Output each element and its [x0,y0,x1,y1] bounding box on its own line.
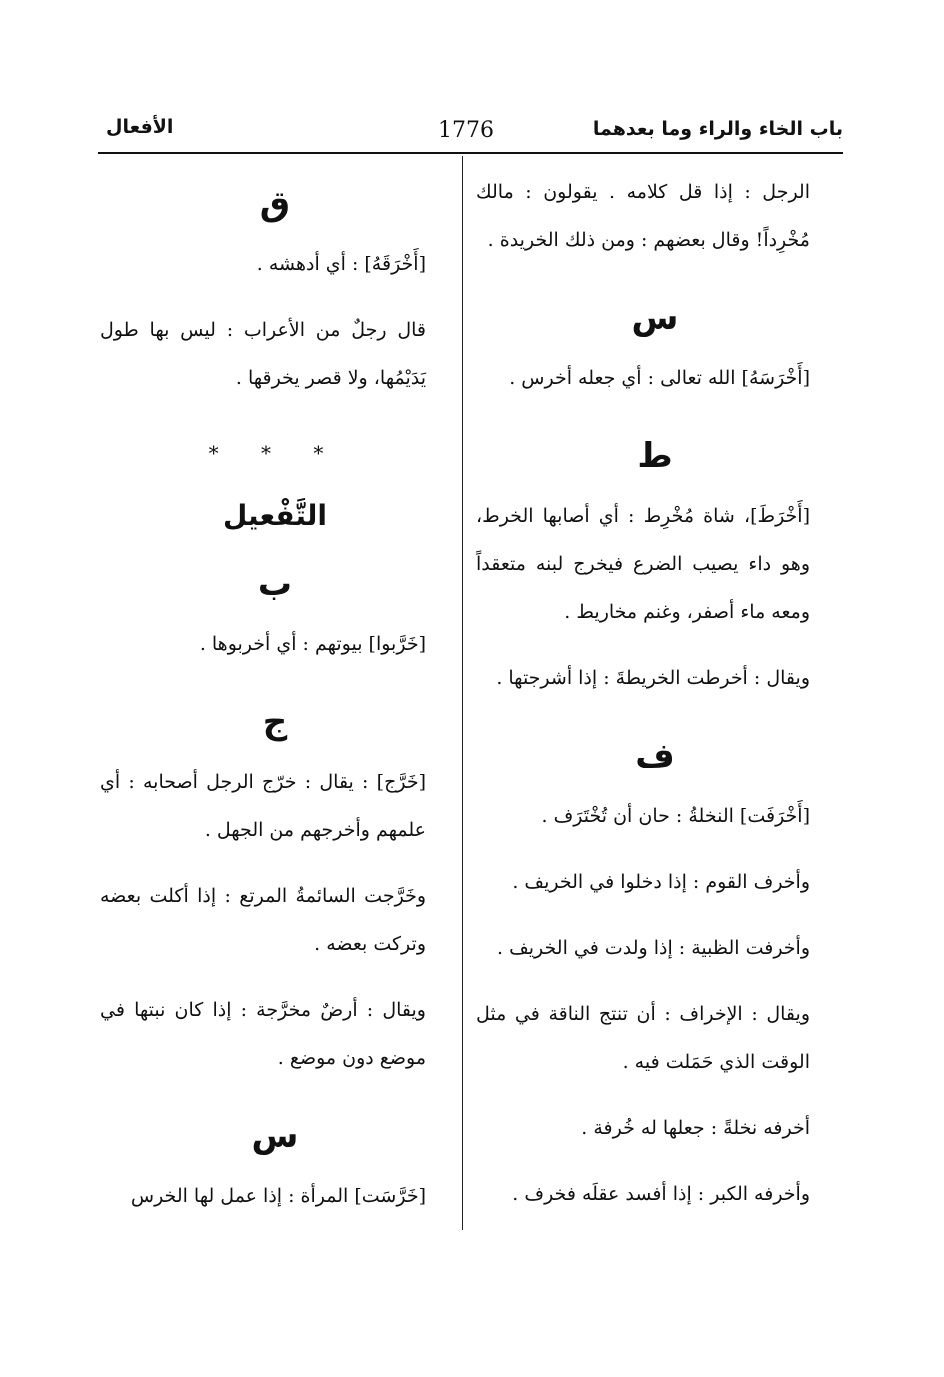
dictionary-entry: [أَخْرَطَ]، شاة مُخْرِط : أي أصابها الخرط، وهو داء يصيب الضرع فيخرج لبنه متعقداً ومعه ماء أصفر، وغنم مخاريط . [476,505,810,623]
dictionary-entry: ويقال : الإخراف : أن تنتج الناقة في مثل الوقت الذي حَمَلت فيه . [476,1003,810,1073]
entry-letter-heading: ج [262,702,288,742]
dictionary-entry: الرجل : إذا قل كلامه . يقولون : مالك مُخْرِداً! وقال بعضهم : ومن ذلك الخريدة . [476,181,810,251]
paragraph-gap [476,1218,834,1236]
dictionary-entry: أخرفه نخلةً : جعلها له خُرفة . [581,1117,810,1139]
dictionary-entry: وأخرفه الكبر : إذا أفسد عقلَه فخرف . [512,1183,810,1205]
paragraph-gap [100,968,450,986]
entry-letter-heading: ق [259,184,291,224]
dictionary-entry: ويقال : أرضٌ مخرَّجة : إذا كان نبتها في موضع دون موضع . [100,999,426,1069]
header-rule [98,152,843,154]
paragraph-gap [100,854,450,872]
paragraph-gap [476,636,834,654]
paragraph-gap [476,972,834,990]
chapter-title: باب الخاء والراء وما بعدهما [592,118,843,140]
section-separator: * * * [208,441,342,465]
paragraph-gap [476,402,834,420]
paragraph-gap [476,702,834,720]
paragraph-gap [100,668,450,686]
entry-letter-heading: ب [257,564,293,604]
dictionary-entry: [خَرَّسَت] المرأة : إذا عمل لها الخرس [130,1185,426,1207]
page-number: 1776 [438,118,494,143]
paragraph-gap [476,906,834,924]
page-header [98,112,843,156]
dictionary-entry: قال رجلٌ من الأعراب : ليس بها طول يَدَيْمُها، ولا قصر يخرقها . [100,319,426,389]
paragraph-gap [100,1082,450,1100]
dictionary-entry: [أَخْرَقَهُ] : أي أدهشه . [256,253,426,275]
dictionary-entry: [خَرَّبوا] بيوتهم : أي أخربوها . [199,633,426,655]
paragraph-gap [476,264,834,282]
right-column [476,168,834,1236]
dictionary-entry: وأخرف القوم : إذا دخلوا في الخريف . [512,871,810,893]
entry-letter-heading: ط [637,436,673,476]
paragraph-gap [100,402,450,420]
left-column [100,168,450,1238]
paragraph-gap [476,1086,834,1104]
paragraph-gap [100,288,450,306]
paragraph-gap [100,1220,450,1238]
dictionary-entry: وخَرَّجت السائمةُ المرتع : إذا أكلت بعضه وتركت بعضه . [100,885,426,955]
paragraph-gap [476,840,834,858]
dictionary-entry: ويقال : أخرطت الخريطةَ : إذا أشرجتها . [496,667,810,689]
column-divider [462,156,463,1230]
dictionary-entry: [أَخْرَسَهُ] الله تعالى : أي جعله أخرس . [509,367,810,389]
paragraph-gap [476,1152,834,1170]
entry-letter-heading: ف [635,736,675,776]
entry-letter-heading: س [631,298,679,338]
section-title: الأفعال [106,116,174,138]
dictionary-entry: [خَرَّج] : يقال : خرّج الرجل أصحابه : أي علمهم وأخرجهم من الجهل . [100,771,426,841]
entry-letter-heading: س [251,1116,299,1156]
section-heading: التَّفْعيل [223,499,327,532]
dictionary-entry: وأخرفت الظبية : إذا ولدت في الخريف . [497,937,810,959]
dictionary-entry: [أَخْرَفَت] النخلةُ : حان أن تُخْتَرَف . [541,805,810,827]
